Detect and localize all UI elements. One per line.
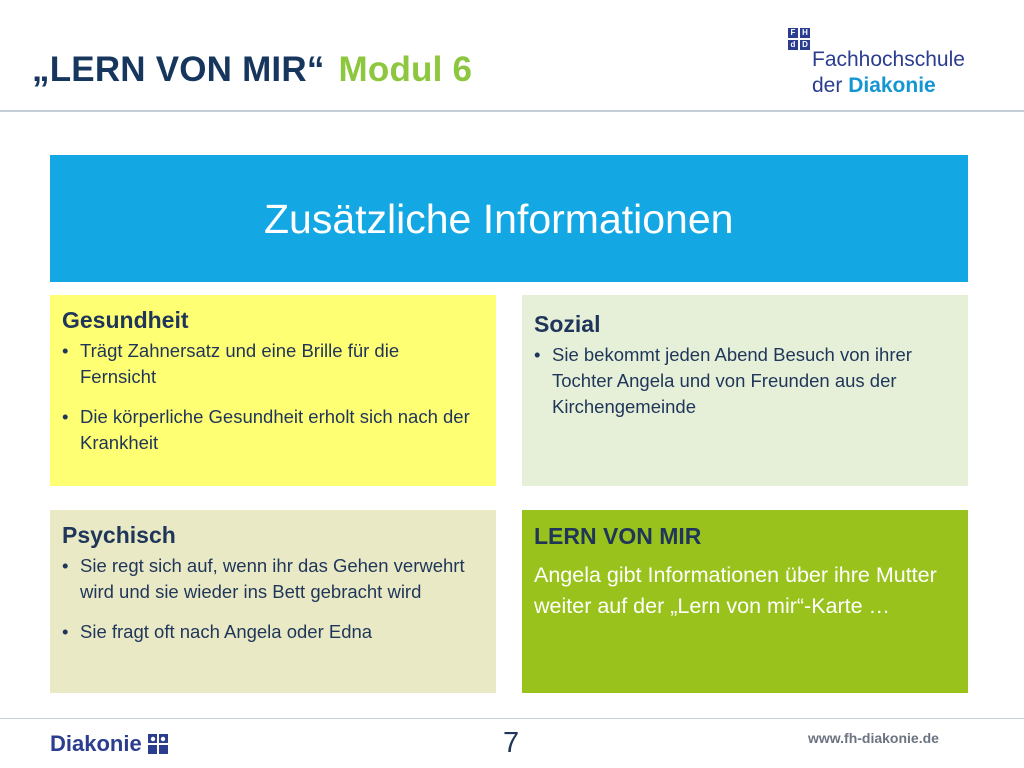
box-heading: Gesundheit [62,307,189,333]
fh-logo-mark-icon: F H d D [788,28,810,50]
slide-title [32,50,472,90]
page-number: 7 [503,727,520,759]
footer-divider [0,718,1024,719]
diakonie-cross-icon [148,734,168,754]
logo-line-2: der Diakonie [812,74,936,97]
diakonie-logo [50,731,168,757]
diakonie-logo-text: Diakonie [50,731,142,756]
fh-diakonie-logo [788,28,988,98]
box-lern-von-mir [522,510,968,693]
list-item: • Trägt Zahnersatz und eine Brille für die Fernsicht [62,338,480,390]
header-divider [0,110,1024,112]
bullet-list [62,338,480,456]
logo-line-1: Fachhochschule [812,48,965,71]
slide-title-main: „LERN VON MIR“ [32,50,325,89]
box-heading: Sozial [534,311,601,337]
box-gesundheit [50,295,496,486]
module-label: Modul 6 [338,50,473,89]
bullet-list [534,342,952,420]
box-heading: Psychisch [62,522,176,548]
box-heading: LERN VON MIR [534,523,702,549]
bullet-list [62,553,480,645]
box-psychisch [50,510,496,693]
website-link[interactable]: www.fh-diakonie.de [808,730,939,746]
list-item: • Sie bekommt jeden Abend Besuch von ihrer Tochter Angela und von Freunden aus der Kirchengemeinde [534,342,952,420]
box-sozial [522,295,968,486]
list-item: • Sie regt sich auf, wenn ihr das Gehen verwehrt wird und sie wieder ins Bett gebracht wird [62,553,480,605]
list-item: • Sie fragt oft nach Angela oder Edna [62,619,480,645]
box-text: Angela gibt Informationen über ihre Mutter weiter auf der „Lern von mir“-Karte … [534,563,937,618]
banner-title: Zusätzliche Informationen [264,196,734,242]
list-item: • Die körperliche Gesundheit erholt sich nach der Krankheit [62,404,480,456]
